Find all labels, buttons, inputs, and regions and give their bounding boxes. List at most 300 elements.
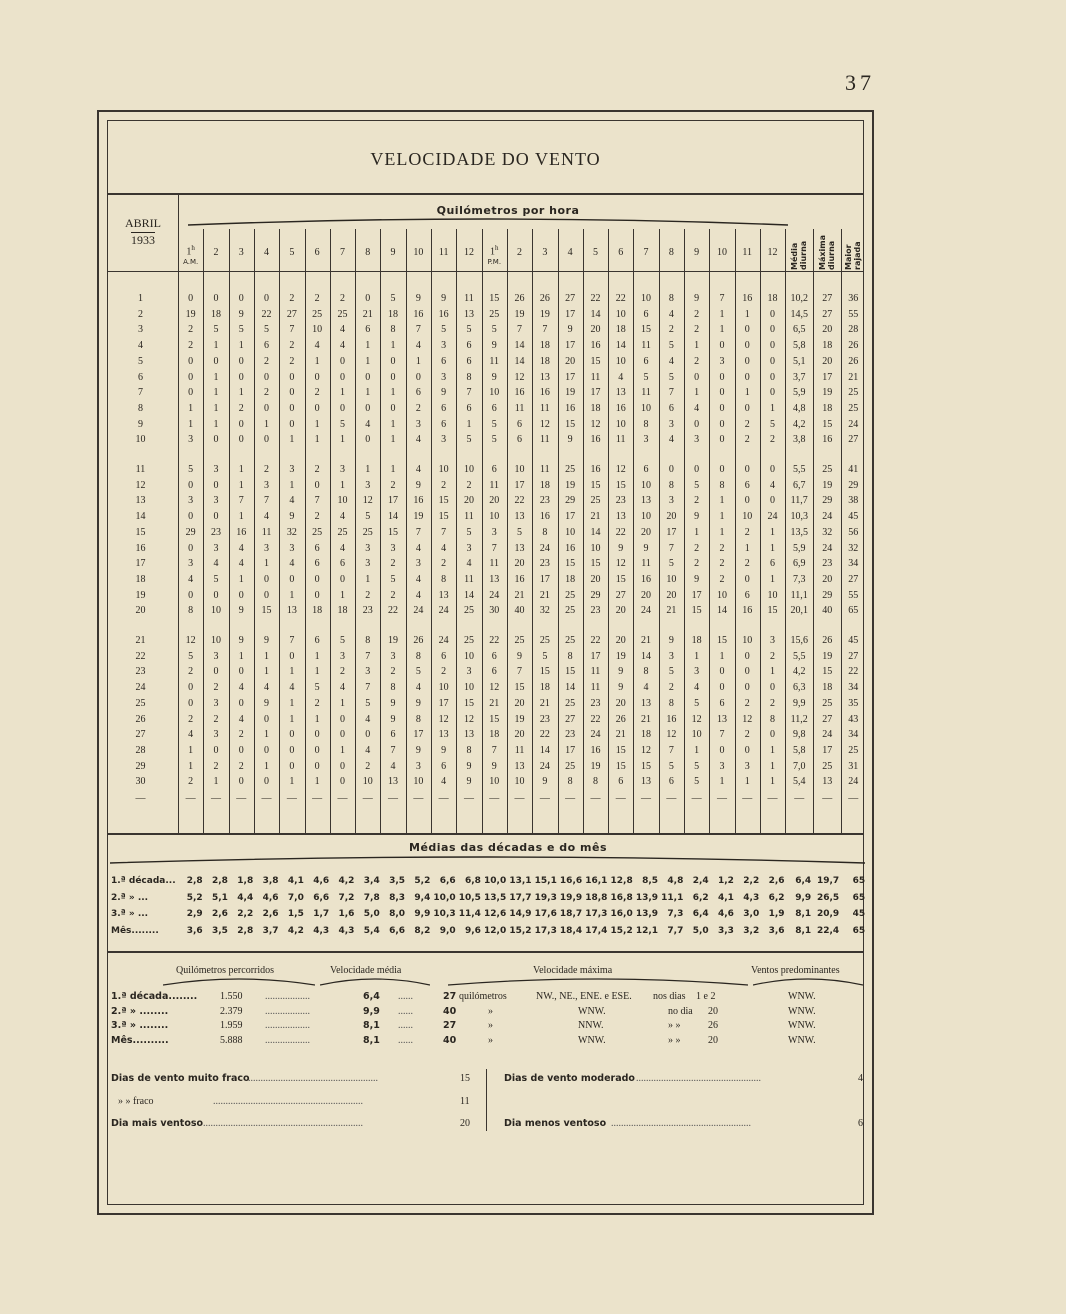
decade-value: 5,0 — [692, 925, 709, 936]
day-label: 9 — [138, 418, 143, 430]
table-cell: 6 — [491, 650, 497, 662]
table-cell: 38 — [848, 495, 859, 507]
decade-label: Mês........ — [111, 925, 159, 936]
table-cell: 18 — [767, 293, 778, 304]
table-cell: 0 — [770, 355, 776, 367]
hour-number: 5 — [289, 247, 295, 258]
table-cell: 13 — [539, 371, 550, 383]
table-cell: 11 — [615, 434, 626, 446]
column-divider — [785, 229, 786, 833]
table-cell: 4 — [441, 776, 447, 788]
table-cell: 5,1 — [792, 355, 806, 367]
hour-header — [432, 248, 456, 258]
table-cell: 8 — [567, 650, 573, 662]
table-cell: 11 — [641, 558, 651, 570]
table-cell: 0 — [744, 666, 750, 678]
table-cell: 19 — [388, 635, 399, 646]
table-cell: 5 — [491, 434, 497, 446]
table-cell: 18 — [615, 324, 626, 336]
dash: — — [185, 793, 196, 804]
decade-value: 10,0 — [484, 876, 507, 886]
table-cell: 26 — [514, 293, 525, 304]
table-cell: 29 — [185, 526, 196, 538]
decade-value: 3,7 — [262, 925, 279, 936]
decade-value: 4,6 — [262, 892, 279, 903]
table-cell: 7 — [719, 293, 725, 304]
dash: — — [489, 793, 500, 804]
table-cell: 0 — [238, 589, 244, 601]
table-cell: 0 — [238, 293, 244, 304]
dash: — — [615, 793, 626, 804]
table-cell: 16 — [413, 495, 424, 507]
table-cell: 6 — [491, 464, 497, 475]
decade-value: 17,3 — [534, 925, 557, 936]
table-cell: 0 — [264, 402, 270, 414]
table-cell: 23 — [590, 605, 601, 617]
hour-header — [685, 248, 709, 258]
table-cell: 9 — [441, 744, 447, 756]
table-cell: 20 — [641, 526, 652, 538]
table-cell: 8 — [365, 635, 371, 646]
table-cell: 3,8 — [792, 434, 806, 446]
table-cell: 13 — [514, 511, 525, 523]
table-cell: 22 — [388, 605, 399, 617]
table-cell: 3 — [415, 558, 421, 570]
table-cell: 1 — [694, 340, 700, 352]
table-cell: 5 — [694, 479, 700, 491]
decade-value: 3,4 — [363, 876, 380, 886]
day-label: 10 — [135, 434, 146, 446]
day-label: 19 — [135, 589, 146, 601]
footer-label: Dias de vento muito fraco — [111, 1073, 250, 1084]
day-label: 8 — [138, 402, 143, 414]
table-cell: 11 — [641, 387, 651, 399]
table-cell: 4 — [643, 682, 649, 694]
table-cell: 17 — [691, 589, 702, 601]
table-cell: 31 — [848, 760, 859, 772]
dash: — — [590, 793, 601, 804]
table-cell: 0 — [744, 650, 750, 662]
decade-value: 3,6 — [768, 925, 785, 936]
table-cell: 20 — [514, 558, 525, 570]
table-cell: 6,3 — [792, 682, 806, 694]
summary-max: 40 — [443, 1034, 457, 1046]
table-cell: 9 — [618, 542, 624, 554]
decade-value: 1,6 — [338, 909, 355, 919]
table-cell: 4 — [415, 573, 421, 585]
table-cell: 0 — [238, 418, 244, 430]
table-cell: 20 — [590, 324, 601, 336]
table-cell: 0 — [264, 371, 270, 383]
table-cell: 0 — [694, 371, 700, 383]
table-cell: 22 — [514, 495, 525, 507]
table-cell: 16 — [641, 573, 652, 585]
summary-dots: .................. — [265, 1034, 310, 1046]
hour-ampm: A.M. — [183, 258, 199, 267]
table-cell: 13 — [286, 605, 297, 617]
hour-number: 2 — [213, 247, 219, 258]
table-cell: 0 — [264, 434, 270, 446]
table-cell: 6 — [491, 402, 497, 414]
table-cell: 6 — [441, 650, 447, 662]
summary-km: 1.550 — [220, 991, 243, 1002]
table-cell: 5 — [491, 418, 497, 430]
table-cell: 13 — [438, 589, 449, 601]
footer-dots: ........................................................ — [611, 1118, 751, 1129]
table-cell: 2 — [188, 776, 194, 788]
table-cell: 15 — [565, 666, 576, 678]
table-cell: 1 — [339, 479, 345, 491]
table-cell: 0 — [289, 744, 295, 756]
decade-value: 6,8 — [464, 876, 481, 886]
summary-when: » » — [668, 1034, 681, 1046]
table-cell: 9 — [238, 308, 244, 320]
table-cell: 6 — [365, 324, 371, 336]
table-cell: 8 — [188, 605, 194, 617]
table-cell: 7 — [491, 542, 497, 554]
table-cell: 18 — [489, 729, 500, 741]
table-cell: 12 — [615, 464, 626, 475]
decade-value: 9,4 — [414, 892, 431, 903]
table-cell: 0 — [314, 402, 320, 414]
table-cell: 0 — [719, 434, 725, 446]
table-cell: 12 — [185, 635, 196, 646]
table-cell: 7 — [264, 495, 270, 507]
table-cell: 3 — [213, 542, 219, 554]
table-cell: 12 — [539, 418, 550, 430]
table-cell: 27 — [822, 713, 833, 725]
table-cell: 3 — [415, 418, 421, 430]
table-cell: 1 — [238, 573, 244, 585]
table-cell: 3 — [643, 434, 649, 446]
hour-header — [710, 248, 734, 258]
decade-value: 6,6 — [389, 925, 406, 936]
table-cell: 1 — [213, 418, 219, 430]
table-cell: 10 — [210, 635, 221, 646]
table-cell: 6 — [668, 776, 674, 788]
dash: — — [742, 793, 753, 804]
decade-value: 16,8 — [610, 892, 633, 903]
table-cell: 11 — [514, 402, 525, 414]
table-cell: 2 — [238, 402, 244, 414]
column-divider — [608, 229, 609, 833]
table-cell: 11 — [540, 464, 550, 475]
table-cell: 5 — [466, 324, 472, 336]
table-cell: 0 — [188, 682, 194, 694]
table-cell: 23 — [590, 697, 601, 709]
day-label: 30 — [135, 776, 146, 788]
table-cell: 27 — [848, 650, 859, 662]
table-cell: 17 — [514, 479, 525, 491]
table-cell: 4 — [339, 682, 345, 694]
table-cell: 0 — [213, 511, 219, 523]
table-cell: 1 — [289, 697, 295, 709]
table-cell: 0 — [339, 355, 345, 367]
hour-number: 2 — [517, 247, 523, 258]
table-cell: 6 — [517, 434, 523, 446]
table-cell: 4 — [289, 682, 295, 694]
table-cell: 6 — [264, 340, 270, 352]
table-cell: 13 — [641, 776, 652, 788]
column-divider — [203, 229, 204, 833]
hour-header — [305, 248, 329, 258]
hour-number: 10 — [716, 247, 727, 258]
hour-number: 8 — [365, 247, 371, 258]
decade-value: 3,5 — [211, 925, 228, 936]
decade-value: 2,6 — [211, 909, 228, 919]
table-cell: 27 — [286, 308, 297, 320]
table-cell: 11 — [590, 371, 601, 383]
table-cell: 4 — [365, 713, 371, 725]
table-cell: 1 — [390, 387, 396, 399]
table-cell: 1 — [770, 776, 776, 788]
table-cell: 29 — [565, 495, 576, 507]
table-cell: 19 — [514, 713, 525, 725]
table-cell: 6,5 — [792, 324, 806, 336]
footer-dots: ................................................................ — [203, 1118, 363, 1129]
day-label: 27 — [135, 729, 146, 741]
table-cell: 1 — [719, 776, 725, 788]
table-cell: 1 — [770, 573, 776, 585]
table-cell: 55 — [848, 589, 859, 601]
table-cell: 21 — [641, 713, 652, 725]
table-cell: 5 — [314, 682, 320, 694]
decade-value: 65 — [852, 892, 866, 903]
table-cell: 15 — [539, 666, 550, 678]
table-cell: 0 — [314, 729, 320, 741]
decade-value: 15,2 — [610, 925, 633, 936]
decade-value: 5,0 — [363, 909, 380, 919]
decade-value: 17,7 — [509, 892, 532, 903]
hour-sup: h — [495, 244, 499, 252]
table-cell: 7 — [542, 324, 548, 336]
table-cell: 40 — [822, 605, 833, 617]
table-cell: 11 — [464, 573, 474, 585]
decade-value: 1,5 — [287, 909, 304, 919]
table-cell: 1 — [289, 434, 295, 446]
table-cell: 9 — [542, 776, 548, 788]
table-cell: 23 — [539, 558, 550, 570]
table-cell: 9 — [517, 650, 523, 662]
table-cell: 4 — [668, 355, 674, 367]
table-cell: 1 — [694, 744, 700, 756]
table-cell: 6 — [441, 355, 447, 367]
table-cell: 1 — [238, 340, 244, 352]
table-cell: 21 — [615, 729, 626, 741]
decade-value: 4,3 — [313, 925, 330, 936]
summary-max: 27 — [443, 1020, 457, 1031]
table-cell: 1 — [744, 308, 750, 320]
table-cell: 0 — [264, 713, 270, 725]
footer-dots: .................................................. — [636, 1073, 761, 1084]
table-cell: 7 — [491, 744, 497, 756]
table-cell: 0 — [213, 434, 219, 446]
footer-value: 20 — [460, 1118, 470, 1129]
decade-value: 6,6 — [439, 876, 456, 886]
decade-value: 2,6 — [768, 876, 785, 886]
column-divider — [532, 229, 533, 833]
table-cell: 11 — [540, 402, 550, 414]
table-cell: 2 — [339, 293, 345, 304]
table-cell: 2 — [744, 526, 750, 538]
decade-value: 12,6 — [484, 909, 507, 919]
table-cell: 0 — [289, 729, 295, 741]
table-cell: 16 — [539, 511, 550, 523]
table-cell: 25 — [463, 635, 474, 646]
table-cell: 1 — [238, 479, 244, 491]
table-cell: 0 — [744, 682, 750, 694]
table-cell: 2 — [694, 495, 700, 507]
table-cell: 0 — [365, 729, 371, 741]
table-cell: 5 — [491, 324, 497, 336]
table-cell: 13 — [716, 713, 727, 725]
table-cell: 18 — [388, 308, 399, 320]
table-cell: 18 — [539, 340, 550, 352]
table-cell: 21 — [848, 371, 859, 383]
summary-day: 1 e 2 — [696, 991, 716, 1002]
summary-dir: WNW. — [578, 1005, 606, 1017]
table-cell: 18 — [539, 355, 550, 367]
summary-dots: .................. — [265, 991, 310, 1002]
table-cell: 29 — [822, 589, 833, 601]
table-cell: 12 — [463, 713, 474, 725]
table-cell: 7,3 — [792, 573, 806, 585]
table-cell: 1 — [719, 650, 725, 662]
table-cell: 7 — [466, 387, 472, 399]
table-cell: 24 — [822, 729, 833, 741]
table-cell: 14 — [716, 605, 727, 617]
table-cell: 0 — [238, 371, 244, 383]
table-cell: 10 — [716, 589, 727, 601]
table-cell: 9 — [238, 635, 244, 646]
table-cell: 1 — [719, 526, 725, 538]
table-cell: 25 — [312, 526, 323, 538]
hour-ampm: P.M. — [487, 258, 502, 267]
day-label: 22 — [135, 650, 146, 662]
table-cell: 2 — [188, 713, 194, 725]
table-cell: 11 — [489, 558, 500, 570]
table-cell: 0 — [390, 402, 396, 414]
decade-value: 8,3 — [389, 892, 406, 903]
decade-value: 4,2 — [287, 925, 304, 936]
summary-brace — [448, 978, 748, 986]
table-cell: 9 — [668, 635, 674, 646]
table-cell: 13 — [615, 511, 626, 523]
table-cell: 16 — [742, 293, 753, 304]
dash: — — [413, 793, 424, 804]
hour-number: 6 — [314, 247, 320, 258]
decade-value: 6,2 — [692, 892, 709, 903]
dash: — — [236, 793, 247, 804]
day-label: 11 — [135, 464, 146, 475]
table-cell: 0 — [289, 760, 295, 772]
decade-value: 8,1 — [795, 925, 812, 936]
summary-brace — [320, 978, 430, 986]
table-cell: 27 — [615, 589, 626, 601]
column-divider — [841, 229, 842, 833]
table-cell: 24 — [822, 511, 833, 523]
table-cell: 15 — [615, 479, 626, 491]
decade-value: 9,9 — [414, 909, 431, 919]
table-cell: 7 — [289, 635, 295, 646]
table-cell: 25 — [463, 605, 474, 617]
table-cell: 22 — [848, 666, 859, 678]
decade-value: 65 — [852, 876, 866, 886]
column-divider — [431, 229, 432, 833]
hour-number: 1 — [186, 246, 192, 258]
table-cell: 9 — [390, 713, 396, 725]
summary-km: 1.959 — [220, 1020, 243, 1031]
table-cell: 4 — [441, 542, 447, 554]
table-cell: 1 — [264, 666, 270, 678]
table-cell: 17 — [388, 495, 399, 507]
table-cell: 5,8 — [792, 340, 806, 352]
table-cell: 19 — [514, 308, 525, 320]
table-cell: 21 — [514, 589, 525, 601]
summary-pred: WNW. — [788, 991, 816, 1002]
table-cell: 0 — [213, 744, 219, 756]
table-cell: 5,5 — [792, 464, 806, 475]
table-cell: 4 — [188, 729, 194, 741]
summary-day: 20 — [708, 1005, 718, 1017]
table-cell: 6 — [314, 542, 320, 554]
table-cell: 0 — [314, 573, 320, 585]
decade-value: 5,4 — [363, 925, 380, 936]
table-cell: 1 — [314, 776, 320, 788]
table-cell: 10 — [463, 682, 474, 694]
dash: — — [514, 793, 525, 804]
table-cell: 17 — [822, 371, 833, 383]
table-cell: 23 — [615, 495, 626, 507]
table-cell: 15 — [590, 558, 601, 570]
decade-value: 5,1 — [211, 892, 228, 903]
table-cell: 5 — [339, 418, 345, 430]
dash: — — [312, 793, 323, 804]
table-cell: 2 — [314, 293, 320, 304]
day-label: 18 — [135, 573, 146, 585]
table-cell: 20 — [565, 355, 576, 367]
table-cell: 25 — [565, 760, 576, 772]
decade-value: 13,9 — [635, 909, 659, 919]
table-cell: 2 — [213, 713, 219, 725]
decade-value: 7,8 — [363, 892, 380, 903]
decade-value: 45 — [852, 909, 866, 919]
table-cell: 32 — [286, 526, 297, 538]
footer-value: 15 — [460, 1073, 470, 1084]
hour-number: 3 — [238, 247, 244, 258]
dash: — — [286, 793, 297, 804]
table-cell: 0 — [238, 744, 244, 756]
table-cell: 8 — [542, 526, 548, 538]
table-cell: 21 — [362, 308, 373, 320]
table-cell: 0 — [238, 666, 244, 678]
table-cell: 6 — [517, 418, 523, 430]
table-cell: 9 — [415, 293, 421, 304]
table-cell: 10 — [615, 418, 626, 430]
decade-label: 2.ª » ... — [111, 892, 149, 903]
column-divider — [406, 229, 407, 833]
table-cell: 16 — [565, 402, 576, 414]
table-cell: 0 — [213, 293, 219, 304]
table-cell: 32 — [848, 542, 859, 554]
table-cell: 3 — [466, 666, 472, 678]
summary-header-km: Quilómetros percorridos — [176, 965, 275, 976]
table-cell: 5 — [238, 324, 244, 336]
table-cell: 5 — [339, 635, 345, 646]
table-cell: 2 — [694, 542, 700, 554]
table-cell: 1 — [314, 418, 320, 430]
hour-number: 7 — [643, 247, 649, 258]
